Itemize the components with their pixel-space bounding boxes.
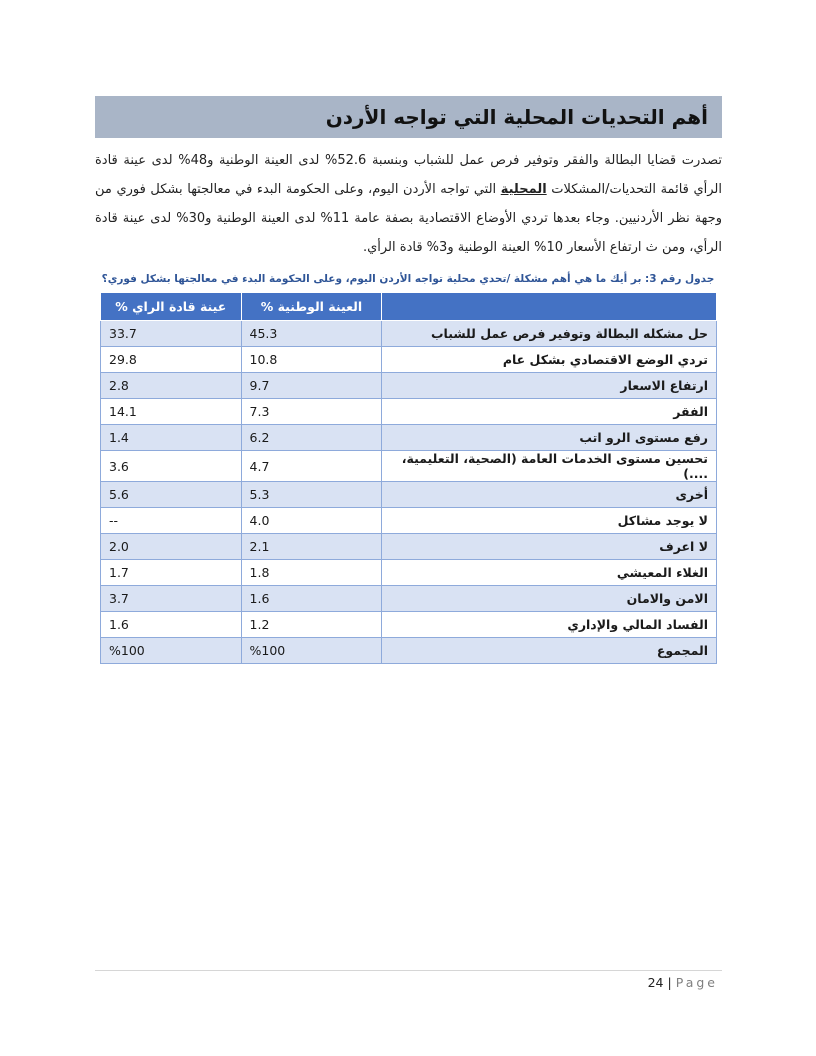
header-leaders-sample: عينة قادة الراي % bbox=[101, 293, 242, 321]
row-label: الغلاء المعيشي bbox=[382, 560, 717, 586]
table-row bbox=[101, 399, 717, 425]
row-national-value: 5.3 bbox=[241, 482, 382, 508]
row-national-value: 1.8 bbox=[241, 560, 382, 586]
row-label: رفع مستوى الرو اتب bbox=[382, 425, 717, 451]
table-row bbox=[101, 482, 717, 508]
row-label: ارتفاع الاسعار bbox=[382, 373, 717, 399]
section-heading-band bbox=[95, 96, 722, 138]
row-national-value: 9.7 bbox=[241, 373, 382, 399]
row-label: تحسين مستوى الخدمات العامة (الصحية، التعليمية، ....) bbox=[382, 451, 717, 482]
row-leaders-value: -- bbox=[101, 508, 242, 534]
table-header-row bbox=[101, 293, 717, 321]
row-leaders-value: 1.7 bbox=[101, 560, 242, 586]
table-row bbox=[101, 612, 717, 638]
row-leaders-value: 2.0 bbox=[101, 534, 242, 560]
intro-paragraph bbox=[95, 146, 722, 262]
row-leaders-value: 29.8 bbox=[101, 347, 242, 373]
table-row bbox=[101, 560, 717, 586]
row-national-value: 4.0 bbox=[241, 508, 382, 534]
row-national-value: 1.6 bbox=[241, 586, 382, 612]
row-leaders-value: 33.7 bbox=[101, 321, 242, 347]
row-label: لا يوجد مشاكل bbox=[382, 508, 717, 534]
row-label: حل مشكله البطالة وتوفير فرص عمل للشباب bbox=[382, 321, 717, 347]
intro-emphasis: المحلية bbox=[500, 182, 547, 197]
table-row bbox=[101, 586, 717, 612]
table-row bbox=[101, 534, 717, 560]
footer-divider bbox=[95, 970, 722, 971]
row-label: الامن والامان bbox=[382, 586, 717, 612]
page-footer bbox=[648, 975, 718, 990]
footer-separator: | bbox=[667, 975, 672, 990]
table-caption: جدول رقم 3: بر أيك ما هي أهم مشكلة /تحدي محلية تواجه الأردن اليوم، وعلى الحكومة البدء في معالجتها بشكل فوري؟ bbox=[101, 273, 715, 285]
row-national-value: 1.2 bbox=[241, 612, 382, 638]
total-label: المجموع bbox=[382, 638, 717, 664]
row-leaders-value: 3.7 bbox=[101, 586, 242, 612]
table-row bbox=[101, 425, 717, 451]
intro-text-part2: التي تواجه الأردن اليوم، وعلى الحكومة البدء في معالجتها بشكل فوري من وجهة نظر الأردنيين. وجاء بعدها تردي الأوضاع الاقتصادية بصفة عامة 11% لدى العينة الوطنية و30% لدى عينة قادة الرأي، ومن ث ارتفاع الأسعار 10% العينة الوطنية و3% قادة الرأي. bbox=[95, 182, 722, 255]
row-national-value: 2.1 bbox=[241, 534, 382, 560]
row-label: الفساد المالي والإداري bbox=[382, 612, 717, 638]
intro-text-part1: تصدرت قضايا البطالة والفقر وتوفير فرص عمل للشباب وبنسبة 52.6% لدى العينة الوطنية و48% لدى عينة قادة الرأي قائمة التحديات/المشكلات bbox=[95, 153, 722, 197]
header-challenge bbox=[382, 293, 717, 321]
row-leaders-value: 1.4 bbox=[101, 425, 242, 451]
row-leaders-value: 3.6 bbox=[101, 451, 242, 482]
row-label: الفقر bbox=[382, 399, 717, 425]
row-national-value: 45.3 bbox=[241, 321, 382, 347]
row-label: أخرى bbox=[382, 482, 717, 508]
row-national-value: 10.8 bbox=[241, 347, 382, 373]
total-national-value: %100 bbox=[241, 638, 382, 664]
row-national-value: 4.7 bbox=[241, 451, 382, 482]
page-number: 24 bbox=[647, 975, 664, 990]
row-label: لا اعرف bbox=[382, 534, 717, 560]
table-total-row bbox=[101, 638, 717, 664]
row-leaders-value: 1.6 bbox=[101, 612, 242, 638]
page-label: Page bbox=[675, 975, 718, 990]
header-national-sample: العينة الوطنية % bbox=[241, 293, 382, 321]
intro-text bbox=[95, 146, 722, 262]
row-national-value: 7.3 bbox=[241, 399, 382, 425]
table-row bbox=[101, 373, 717, 399]
row-label: تردي الوضع الاقتصادي بشكل عام bbox=[382, 347, 717, 373]
total-leaders-value: %100 bbox=[101, 638, 242, 664]
row-leaders-value: 2.8 bbox=[101, 373, 242, 399]
challenges-table bbox=[100, 292, 717, 664]
row-leaders-value: 14.1 bbox=[101, 399, 242, 425]
table-row bbox=[101, 508, 717, 534]
table-row bbox=[101, 451, 717, 482]
table-row bbox=[101, 321, 717, 347]
row-leaders-value: 5.6 bbox=[101, 482, 242, 508]
table-row bbox=[101, 347, 717, 373]
row-national-value: 6.2 bbox=[241, 425, 382, 451]
section-title: أهم التحديات المحلية التي تواجه الأردن bbox=[325, 105, 708, 129]
